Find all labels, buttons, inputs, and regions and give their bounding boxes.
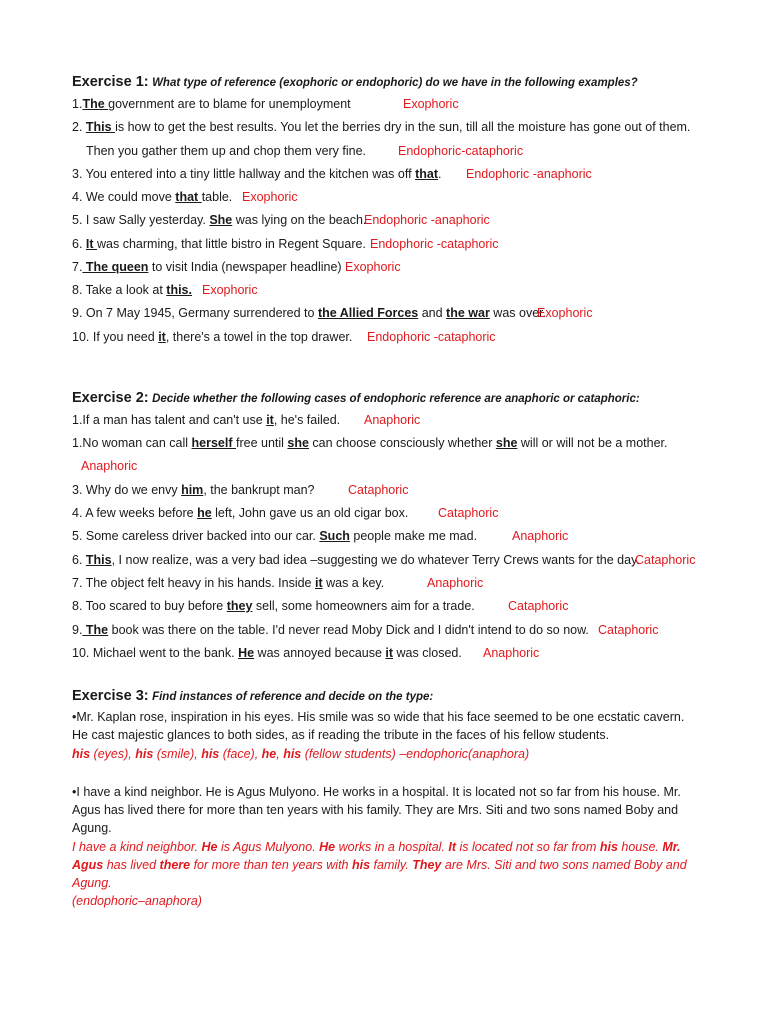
item-text: book was there on the table. I'd never read Moby Dick and I didn't intend to do so now.: [108, 623, 589, 637]
ex1-item-9: [72, 305, 546, 321]
ex1-item-10: [72, 329, 352, 345]
ex1-answer-10: Endophoric -cataphoric: [367, 330, 496, 344]
reference-word: his: [135, 747, 154, 761]
item-text: and: [418, 306, 447, 320]
ex1-answer-7: Exophoric: [345, 260, 401, 274]
answer-text: is located not so far from: [456, 840, 600, 854]
reference-word: They: [412, 858, 442, 872]
ex1-item-4: [72, 189, 232, 205]
ex2-answer-10: Anaphoric: [483, 646, 540, 660]
reference-word: It: [448, 840, 457, 854]
reference-word: it: [314, 576, 323, 590]
reference-word: he: [197, 506, 212, 520]
reference-word: This: [85, 120, 116, 134]
item-text: , there's a towel in the top drawer.: [165, 330, 353, 344]
item-text: to visit India (newspaper headline): [148, 260, 342, 274]
ex1-item-1: [72, 96, 351, 112]
exercise-2-heading: [72, 390, 640, 407]
ex1-item-5: [72, 212, 366, 228]
exercise-3-heading: [72, 688, 433, 705]
item-text: 3. Why do we envy: [72, 483, 182, 497]
ex2-item-10: [72, 645, 462, 661]
ex3-answer-1: [72, 745, 698, 763]
item-text: 5. Some careless driver backed into our car.: [72, 529, 320, 543]
exercise-1-title: Exercise 1:: [72, 74, 149, 90]
item-text: 3. You entered into a tiny little hallway and the kitchen was off: [72, 167, 416, 181]
reference-word: He: [238, 646, 255, 660]
item-text: 10. Michael went to the bank.: [72, 646, 239, 660]
reference-word: his: [72, 747, 91, 761]
item-text: 7.: [72, 260, 83, 274]
item-text: 6.: [72, 553, 86, 567]
item-text: 4. We could move: [72, 190, 176, 204]
exercise-3-instruction: Find instances of reference and decide on the type:: [152, 691, 434, 703]
ex2-answer-3: Cataphoric: [348, 483, 409, 497]
ex1-item-2-continued: Then you gather them up and chop them very fine.: [86, 144, 367, 158]
reference-word: It: [85, 237, 98, 251]
item-text: left, John gave us an old cigar box.: [211, 506, 409, 520]
answer-text: ,: [276, 747, 284, 761]
reference-word: it: [158, 330, 166, 344]
reference-word: she: [287, 436, 309, 450]
ex2-answer-5: Anaphoric: [512, 529, 569, 543]
item-text: was annoyed because: [254, 646, 386, 660]
ex1-item-3: [72, 166, 441, 182]
answer-text: works in a hospital.: [335, 840, 449, 854]
answer-text: is Agus Mulyono.: [217, 840, 320, 854]
answer-text: family.: [370, 858, 413, 872]
exercise-2-instruction: Decide whether the following cases of endophoric reference are anaphoric or cataphoric:: [152, 393, 640, 405]
item-text: 2.: [72, 120, 86, 134]
reference-word: his: [201, 747, 220, 761]
reference-word: that: [415, 167, 438, 181]
item-text: 1.No woman can call: [72, 436, 192, 450]
ex1-answer-9: Exophoric: [537, 306, 593, 320]
ex1-answer-5: Endophoric -anaphoric: [364, 213, 490, 227]
answer-text: I have a kind neighbor.: [72, 840, 202, 854]
answer-text: (fellow students) –endophoric(anaphora): [301, 747, 530, 761]
item-text: , the bankrupt man?: [203, 483, 315, 497]
reference-word: Mr. Agus: [72, 840, 681, 872]
reference-word: the war: [446, 306, 490, 320]
ex3-answer-2: [72, 838, 698, 910]
ex2-answer-4: Cataphoric: [438, 506, 499, 520]
item-text: government are to blame for unemployment: [108, 97, 351, 111]
reference-word: that: [175, 190, 202, 204]
item-text: people make me mad.: [349, 529, 478, 543]
reference-word: herself: [191, 436, 236, 450]
answer-text: (smile),: [153, 747, 202, 761]
reference-word: it: [385, 646, 394, 660]
item-text: .: [437, 167, 442, 181]
reference-word: this.: [166, 283, 192, 297]
item-text: was lying on the beach.: [232, 213, 367, 227]
reference-word: The: [82, 97, 109, 111]
ex2-answer-7: Anaphoric: [427, 576, 484, 590]
reference-word: He: [319, 840, 336, 854]
reference-word: The queen: [82, 260, 149, 274]
ex2-item-4: [72, 505, 408, 521]
reference-word: they: [226, 599, 253, 613]
item-text: can choose consciously whether: [308, 436, 496, 450]
ex1-item-8: [72, 282, 192, 298]
reference-word: him: [181, 483, 204, 497]
ex2-answer-2: Anaphoric: [81, 459, 138, 473]
reference-word: she: [495, 436, 518, 450]
item-text: was closed.: [393, 646, 462, 660]
item-text: 9.: [72, 623, 83, 637]
reference-word: he: [261, 747, 277, 761]
answer-text: has lived: [103, 858, 160, 872]
item-text: was charming, that little bistro in Regent Square.: [97, 237, 366, 251]
answer-text: are Mrs. Siti and two sons named Boby and Agung.: [72, 858, 687, 890]
item-text: table.: [201, 190, 233, 204]
item-text: 8. Take a look at: [72, 283, 167, 297]
item-text: 6.: [72, 237, 86, 251]
answer-text: (face),: [219, 747, 262, 761]
reference-word: there: [159, 858, 191, 872]
item-text: 1.If a man has talent and can't use: [72, 413, 267, 427]
item-text: was a key.: [322, 576, 385, 590]
ex2-answer-6: Cataphoric: [635, 553, 696, 567]
item-text: sell, some homeowners aim for a trade.: [252, 599, 475, 613]
item-text: 9. On 7 May 1945, Germany surrendered to: [72, 306, 318, 320]
ex2-item-6: [72, 552, 640, 568]
ex2-item-5: [72, 528, 477, 544]
ex3-paragraph-2: •I have a kind neighbor. He is Agus Mulyono. He works in a hospital. It is located not so far from his house. Mr. Agus has lived there for more than ten years with his family. They are Mrs. Siti and two sons named Boby and Agung.: [72, 785, 681, 835]
ex1-answer-4: Exophoric: [242, 190, 298, 204]
item-text: is how to get the best results. You let the berries dry in the sun, till all the moisture has gone out of them.: [115, 120, 691, 134]
reference-word: He: [201, 840, 218, 854]
ex2-item-3: [72, 482, 315, 498]
answer-text: house.: [617, 840, 663, 854]
reference-word: She: [209, 213, 233, 227]
item-text: was over.: [489, 306, 547, 320]
reference-word: This: [85, 553, 112, 567]
ex2-answer-1: Anaphoric: [364, 413, 421, 427]
reference-word: it: [266, 413, 274, 427]
reference-word: the Allied Forces: [317, 306, 419, 320]
answer-type: (endophoric–anaphora): [72, 894, 202, 908]
item-text: will or will not be a mother.: [517, 436, 668, 450]
item-text: 7. The object felt heavy in his hands. Inside: [72, 576, 315, 590]
ex2-item-2: [72, 435, 667, 451]
ex1-answer-2: Endophoric-cataphoric: [398, 144, 524, 158]
item-text: 8. Too scared to buy before: [72, 599, 227, 613]
ex2-answer-9: Cataphoric: [598, 623, 659, 637]
item-text: 1.: [72, 97, 83, 111]
ex2-item-1: [72, 412, 340, 428]
ex1-item-7: [72, 259, 342, 275]
item-text: , I now realize, was a very bad idea –suggesting we do whatever Terry Crews wants for the day.: [111, 553, 640, 567]
ex1-answer-8: Exophoric: [202, 283, 258, 297]
item-text: 5. I saw Sally yesterday.: [72, 213, 210, 227]
ex3-paragraph-1: •Mr. Kaplan rose, inspiration in his eyes. His smile was so wide that his face seemed to be one ecstatic cavern. He cast majestic glances to both sides, as if reading the tribute in the faces of his fellow students.: [72, 710, 685, 742]
exercise-3-title: Exercise 3:: [72, 688, 149, 704]
ex1-item-2: [72, 119, 690, 135]
exercise-2-title: Exercise 2:: [72, 390, 149, 406]
reference-word: his: [599, 840, 618, 854]
ex2-item-9: [72, 622, 589, 638]
item-text: , he's failed.: [273, 413, 341, 427]
item-text: 10. If you need: [72, 330, 159, 344]
reference-word: his: [352, 858, 371, 872]
exercise-1-instruction: What type of reference (exophoric or endophoric) do we have in the following examples?: [152, 77, 638, 89]
reference-word: his: [283, 747, 302, 761]
ex2-answer-8: Cataphoric: [508, 599, 569, 613]
answer-text: (eyes),: [90, 747, 136, 761]
ex1-item-6: [72, 236, 366, 252]
ex1-answer-1: Exophoric: [403, 97, 459, 111]
item-text: free until: [235, 436, 288, 450]
ex1-answer-3: Endophoric -anaphoric: [466, 167, 592, 181]
ex2-item-8: [72, 598, 475, 614]
ex2-item-7: [72, 575, 384, 591]
answer-text: for more than ten years with: [190, 858, 352, 872]
reference-word: The: [82, 623, 109, 637]
item-text: 4. A few weeks before: [72, 506, 198, 520]
exercise-1-heading: [72, 74, 638, 91]
reference-word: Such: [319, 529, 350, 543]
ex1-answer-6: Endophoric -cataphoric: [370, 237, 499, 251]
